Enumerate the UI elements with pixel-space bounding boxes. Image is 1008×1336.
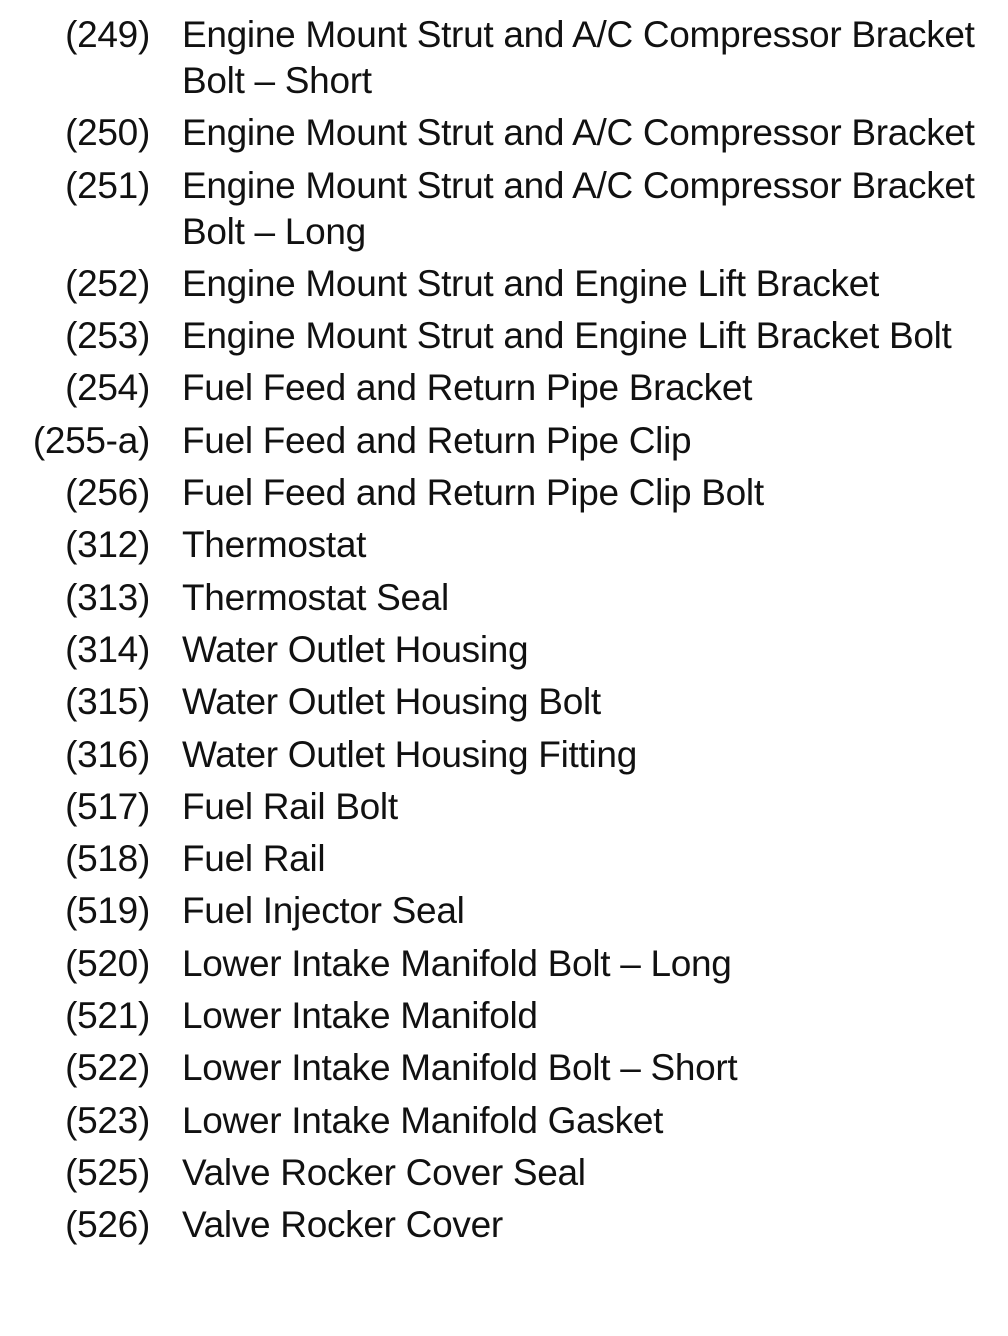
item-description: Fuel Feed and Return Pipe Clip <box>182 419 692 461</box>
legend-item <box>0 888 1008 934</box>
item-number: (252) <box>65 262 150 304</box>
item-number: (519) <box>65 890 150 932</box>
item-number: (521) <box>65 995 150 1037</box>
legend-item <box>0 1202 1008 1248</box>
item-number: (313) <box>65 576 150 618</box>
legend-item <box>0 470 1008 516</box>
legend-item <box>0 575 1008 621</box>
legend-item <box>0 163 1008 255</box>
legend-item <box>0 627 1008 673</box>
item-description: Engine Mount Strut and Engine Lift Bracket <box>182 262 879 304</box>
item-description: Valve Rocker Cover <box>182 1204 503 1246</box>
parts-legend <box>0 12 1008 1255</box>
item-description: Lower Intake Manifold Bolt – Short <box>182 1047 738 1089</box>
legend-item <box>0 784 1008 830</box>
legend-item <box>0 313 1008 359</box>
item-number: (315) <box>65 681 150 723</box>
item-number: (523) <box>65 1099 150 1141</box>
item-description: Water Outlet Housing <box>182 628 529 670</box>
legend-item <box>0 522 1008 568</box>
legend-item <box>0 12 1008 104</box>
legend-item <box>0 941 1008 987</box>
item-number: (254) <box>65 367 150 409</box>
legend-item <box>0 110 1008 156</box>
item-description: Fuel Feed and Return Pipe Clip Bolt <box>182 472 764 514</box>
item-number: (525) <box>65 1151 150 1193</box>
item-number: (251) <box>65 164 150 206</box>
item-description: Fuel Rail Bolt <box>182 785 398 827</box>
item-description: Fuel Feed and Return Pipe Bracket <box>182 367 753 409</box>
legend-item <box>0 1150 1008 1196</box>
item-number: (316) <box>65 733 150 775</box>
item-description: Valve Rocker Cover Seal <box>182 1151 586 1193</box>
item-number: (517) <box>65 785 150 827</box>
legend-item <box>0 365 1008 411</box>
legend-item <box>0 732 1008 778</box>
item-description: Lower Intake Manifold <box>182 995 538 1037</box>
item-description: Lower Intake Manifold Gasket <box>182 1099 664 1141</box>
item-number: (314) <box>65 628 150 670</box>
item-number: (518) <box>65 838 150 880</box>
legend-item <box>0 1098 1008 1144</box>
item-description: Thermostat <box>182 524 367 566</box>
item-description: Engine Mount Strut and A/C Compressor Bracket Bolt – Long <box>182 164 975 252</box>
item-number: (526) <box>65 1204 150 1246</box>
legend-item <box>0 993 1008 1039</box>
item-number: (255-a) <box>32 419 150 461</box>
item-description: Fuel Rail <box>182 838 326 880</box>
item-description: Fuel Injector Seal <box>182 890 465 932</box>
item-number: (256) <box>65 472 150 514</box>
item-description: Lower Intake Manifold Bolt – Long <box>182 942 732 984</box>
legend-item <box>0 261 1008 307</box>
item-number: (520) <box>65 942 150 984</box>
item-description: Thermostat Seal <box>182 576 449 618</box>
legend-item <box>0 418 1008 464</box>
item-description: Engine Mount Strut and Engine Lift Bracket Bolt <box>182 315 952 357</box>
item-description: Engine Mount Strut and A/C Compressor Bracket <box>182 112 975 154</box>
item-description: Engine Mount Strut and A/C Compressor Bracket Bolt – Short <box>182 14 975 101</box>
item-description: Water Outlet Housing Bolt <box>182 681 601 723</box>
legend-item <box>0 1045 1008 1091</box>
item-number: (253) <box>65 315 150 357</box>
item-number: (249) <box>65 14 150 55</box>
item-number: (250) <box>65 112 150 154</box>
item-number: (312) <box>65 524 150 566</box>
legend-item <box>0 836 1008 882</box>
legend-item <box>0 679 1008 725</box>
item-number: (522) <box>65 1047 150 1089</box>
item-description: Water Outlet Housing Fitting <box>182 733 637 775</box>
